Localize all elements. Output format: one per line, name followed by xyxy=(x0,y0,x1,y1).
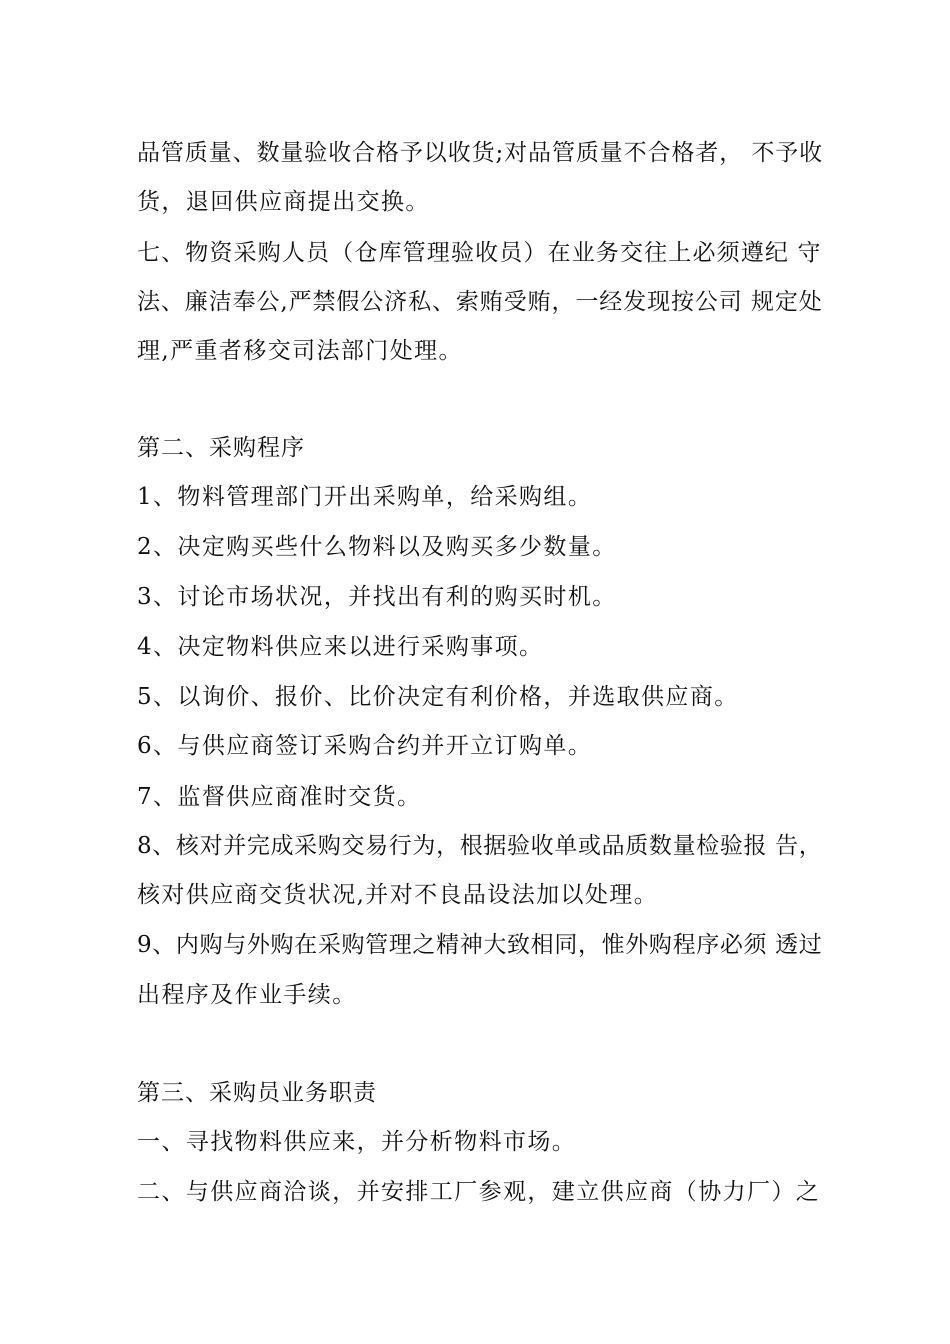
paragraph-line: 货，退回供应商提出交换。 xyxy=(137,189,430,215)
paragraph-line: 七、物资采购人员（仓库管理验收员）在业务交往上必须遵纪 守 xyxy=(137,240,822,266)
section-heading: 第二、采购程序 xyxy=(137,435,305,461)
list-item: 2、决定购买些什么物料以及购买多少数量。 xyxy=(137,534,617,560)
paragraph-line: 法、廉洁奉公,严禁假公济私、索贿受贿，一经发现按公司 规定处 xyxy=(137,289,823,315)
list-item: 5、以询价、报价、比价决定有利价格，并选取供应商。 xyxy=(137,684,739,710)
list-item: 4、决定物料供应来以进行采购事项。 xyxy=(137,634,544,660)
list-item: 1、物料管理部门开出采购单，给采购组。 xyxy=(137,484,593,510)
list-item: 一、寻找物料供应来，并分析物料市场。 xyxy=(137,1129,577,1155)
list-item: 7、监督供应商准时交货。 xyxy=(137,784,422,810)
list-item: 出程序及作业手续。 xyxy=(137,982,357,1008)
list-item: 8、核对并完成采购交易行为，根据验收单或品质数量检验报 告， xyxy=(137,833,823,859)
list-item: 9、内购与外购在采购管理之精神大致相同，惟外购程序必须 透过 xyxy=(137,932,823,958)
section-heading: 第三、采购员业务职责 xyxy=(137,1080,377,1106)
list-item: 3、讨论市场状况，并找出有利的购买时机。 xyxy=(137,584,617,610)
paragraph-line: 理,严重者移交司法部门处理。 xyxy=(137,338,463,364)
list-item: 6、与供应商签订采购合约并开立订购单。 xyxy=(137,733,593,759)
list-item: 二、与供应商洽谈，并安排工厂参观，建立供应商（协力厂）之 xyxy=(137,1179,821,1205)
paragraph-line: 品管质量、数量验收合格予以收货;对品管质量不合格者， 不予收 xyxy=(137,140,824,166)
list-item: 核对供应商交货状况,并对不良品设法加以处理。 xyxy=(137,882,659,908)
